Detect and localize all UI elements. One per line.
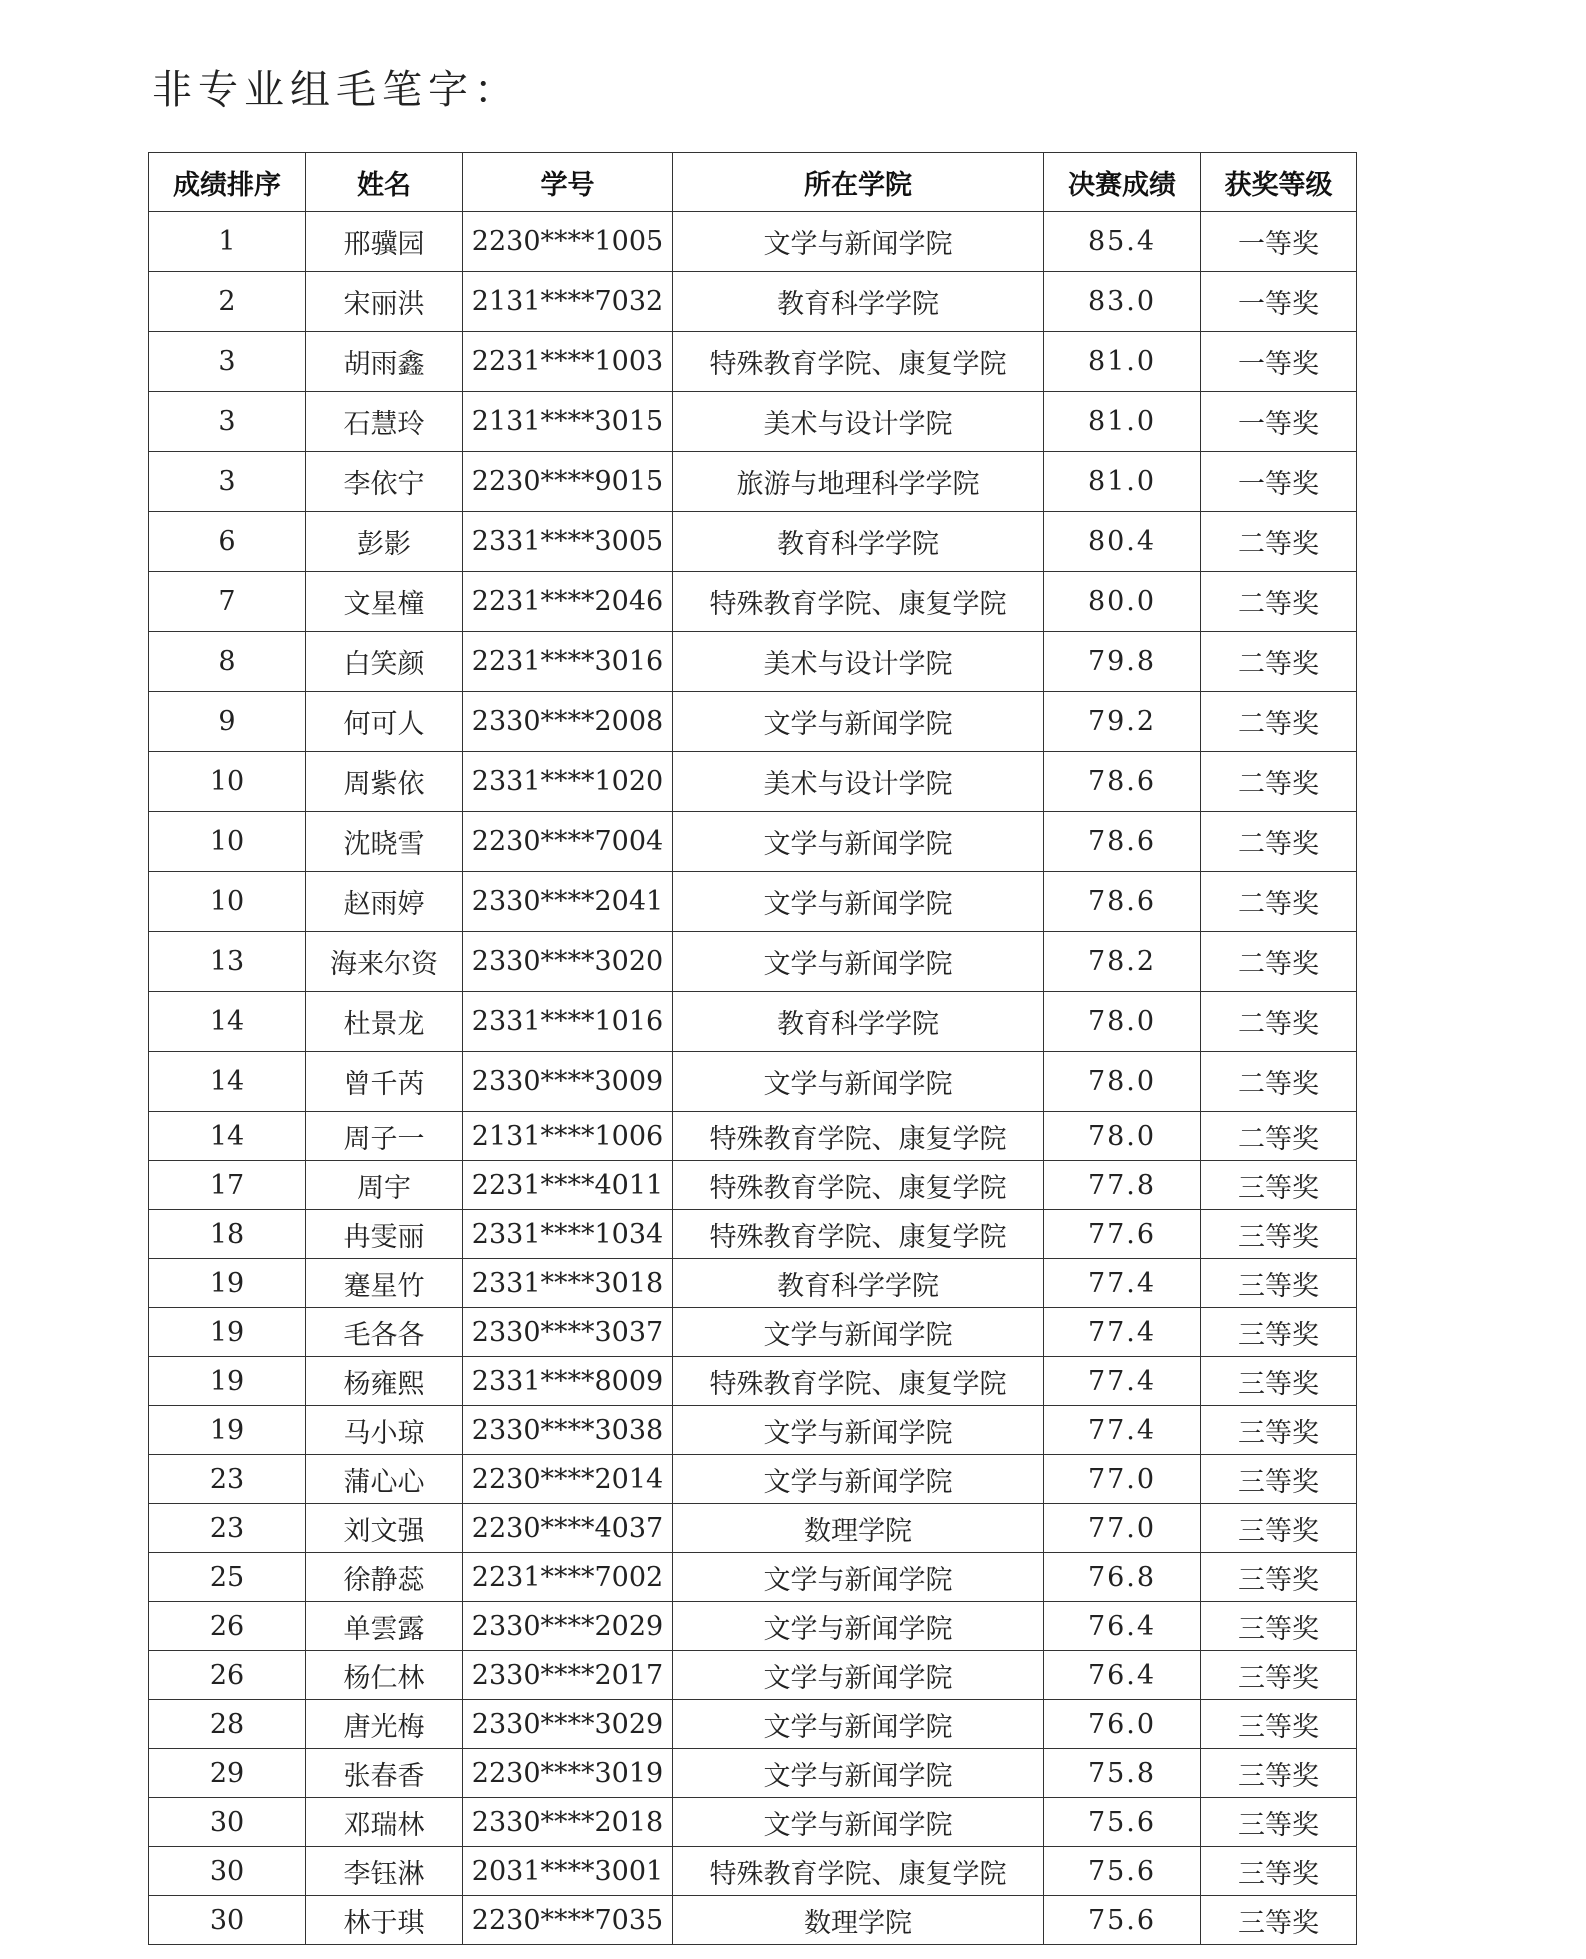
cell-final-score: 78.6 [1044,872,1201,932]
cell-award-level: 一等奖 [1201,332,1357,392]
cell-student-id: 2330****3020 [463,932,673,992]
cell-final-score: 79.2 [1044,692,1201,752]
cell-award-level: 三等奖 [1201,1896,1357,1945]
table-row [149,452,1357,512]
cell-rank: 30 [149,1896,306,1945]
cell-name: 沈晓雪 [306,812,463,872]
cell-college: 文学与新闻学院 [673,1798,1044,1847]
cell-name: 彭影 [306,512,463,572]
cell-rank: 13 [149,932,306,992]
cell-student-id: 2231****4011 [463,1161,673,1210]
cell-college: 文学与新闻学院 [673,692,1044,752]
cell-rank: 9 [149,692,306,752]
cell-final-score: 77.6 [1044,1210,1201,1259]
cell-name: 白笑颜 [306,632,463,692]
table-row [149,992,1357,1052]
cell-college: 特殊教育学院、康复学院 [673,332,1044,392]
cell-student-id: 2231****7002 [463,1553,673,1602]
cell-award-level: 三等奖 [1201,1602,1357,1651]
cell-rank: 19 [149,1259,306,1308]
cell-rank: 25 [149,1553,306,1602]
cell-final-score: 81.0 [1044,452,1201,512]
table-row [149,392,1357,452]
cell-college: 特殊教育学院、康复学院 [673,572,1044,632]
table-row [149,1798,1357,1847]
cell-rank: 10 [149,872,306,932]
cell-student-id: 2231****1003 [463,332,673,392]
table-row [149,1455,1357,1504]
cell-final-score: 75.6 [1044,1896,1201,1945]
cell-college: 特殊教育学院、康复学院 [673,1161,1044,1210]
cell-rank: 14 [149,1112,306,1161]
cell-college: 特殊教育学院、康复学院 [673,1112,1044,1161]
cell-college: 数理学院 [673,1896,1044,1945]
table-row [149,1308,1357,1357]
cell-award-level: 二等奖 [1201,1112,1357,1161]
cell-rank: 8 [149,632,306,692]
cell-name: 文星橦 [306,572,463,632]
cell-name: 赵雨婷 [306,872,463,932]
table-row [149,1406,1357,1455]
cell-final-score: 77.8 [1044,1161,1201,1210]
cell-final-score: 80.4 [1044,512,1201,572]
table-row [149,1896,1357,1945]
table-row [149,212,1357,272]
table-row [149,1651,1357,1700]
cell-student-id: 2230****9015 [463,452,673,512]
cell-student-id: 2330****2041 [463,872,673,932]
cell-student-id: 2230****7035 [463,1896,673,1945]
table-row [149,332,1357,392]
cell-final-score: 85.4 [1044,212,1201,272]
cell-name: 胡雨鑫 [306,332,463,392]
cell-college: 文学与新闻学院 [673,1553,1044,1602]
cell-final-score: 77.0 [1044,1504,1201,1553]
cell-college: 文学与新闻学院 [673,1602,1044,1651]
cell-student-id: 2131****7032 [463,272,673,332]
table-row [149,632,1357,692]
cell-award-level: 三等奖 [1201,1406,1357,1455]
cell-college: 教育科学学院 [673,512,1044,572]
cell-college: 特殊教育学院、康复学院 [673,1210,1044,1259]
cell-final-score: 78.0 [1044,992,1201,1052]
cell-rank: 30 [149,1847,306,1896]
cell-name: 蒲心心 [306,1455,463,1504]
cell-award-level: 二等奖 [1201,872,1357,932]
cell-college: 文学与新闻学院 [673,872,1044,932]
cell-name: 刘文强 [306,1504,463,1553]
cell-award-level: 三等奖 [1201,1798,1357,1847]
cell-rank: 3 [149,392,306,452]
cell-award-level: 三等奖 [1201,1700,1357,1749]
cell-student-id: 2230****2014 [463,1455,673,1504]
cell-college: 文学与新闻学院 [673,1455,1044,1504]
cell-award-level: 三等奖 [1201,1210,1357,1259]
cell-final-score: 80.0 [1044,572,1201,632]
cell-name: 李依宁 [306,452,463,512]
cell-award-level: 三等奖 [1201,1749,1357,1798]
cell-rank: 14 [149,992,306,1052]
cell-final-score: 76.0 [1044,1700,1201,1749]
cell-award-level: 二等奖 [1201,932,1357,992]
cell-final-score: 75.6 [1044,1798,1201,1847]
cell-award-level: 二等奖 [1201,512,1357,572]
cell-award-level: 二等奖 [1201,812,1357,872]
cell-rank: 26 [149,1651,306,1700]
cell-final-score: 78.6 [1044,812,1201,872]
cell-rank: 2 [149,272,306,332]
cell-award-level: 三等奖 [1201,1357,1357,1406]
cell-rank: 29 [149,1749,306,1798]
cell-award-level: 二等奖 [1201,632,1357,692]
cell-name: 杜景龙 [306,992,463,1052]
cell-rank: 18 [149,1210,306,1259]
header-college: 所在学院 [673,153,1044,212]
cell-student-id: 2331****1020 [463,752,673,812]
cell-college: 教育科学学院 [673,992,1044,1052]
header-award-level: 获奖等级 [1201,153,1357,212]
cell-college: 特殊教育学院、康复学院 [673,1847,1044,1896]
table-row [149,1847,1357,1896]
page-title: 非专业组毛笔字： [152,67,520,113]
cell-college: 数理学院 [673,1504,1044,1553]
cell-student-id: 2231****2046 [463,572,673,632]
cell-rank: 19 [149,1357,306,1406]
cell-college: 文学与新闻学院 [673,1308,1044,1357]
cell-rank: 1 [149,212,306,272]
cell-student-id: 2330****2018 [463,1798,673,1847]
table-row [149,692,1357,752]
cell-rank: 14 [149,1052,306,1112]
cell-college: 旅游与地理科学学院 [673,452,1044,512]
cell-rank: 6 [149,512,306,572]
cell-award-level: 三等奖 [1201,1308,1357,1357]
cell-name: 邓瑞林 [306,1798,463,1847]
cell-student-id: 2131****3015 [463,392,673,452]
cell-rank: 19 [149,1308,306,1357]
cell-rank: 10 [149,752,306,812]
cell-final-score: 76.4 [1044,1651,1201,1700]
cell-rank: 23 [149,1504,306,1553]
cell-name: 何可人 [306,692,463,752]
cell-name: 徐静蕊 [306,1553,463,1602]
cell-name: 曾千芮 [306,1052,463,1112]
cell-final-score: 75.8 [1044,1749,1201,1798]
table-row [149,1749,1357,1798]
cell-award-level: 二等奖 [1201,1052,1357,1112]
cell-rank: 30 [149,1798,306,1847]
cell-name: 蹇星竹 [306,1259,463,1308]
cell-name: 杨雍熙 [306,1357,463,1406]
cell-award-level: 三等奖 [1201,1504,1357,1553]
table-row [149,1553,1357,1602]
cell-award-level: 二等奖 [1201,992,1357,1052]
cell-student-id: 2331****1016 [463,992,673,1052]
header-final-score: 决赛成绩 [1044,153,1201,212]
cell-name: 林于琪 [306,1896,463,1945]
cell-final-score: 81.0 [1044,332,1201,392]
cell-student-id: 2131****1006 [463,1112,673,1161]
cell-college: 文学与新闻学院 [673,212,1044,272]
cell-final-score: 77.4 [1044,1406,1201,1455]
cell-college: 文学与新闻学院 [673,1406,1044,1455]
cell-student-id: 2330****3009 [463,1052,673,1112]
cell-college: 特殊教育学院、康复学院 [673,1357,1044,1406]
cell-rank: 28 [149,1700,306,1749]
cell-name: 海来尔资 [306,932,463,992]
cell-student-id: 2230****7004 [463,812,673,872]
table-row [149,572,1357,632]
table-row [149,1259,1357,1308]
cell-rank: 19 [149,1406,306,1455]
cell-student-id: 2331****3018 [463,1259,673,1308]
cell-student-id: 2230****1005 [463,212,673,272]
table-row [149,1210,1357,1259]
cell-name: 单雲露 [306,1602,463,1651]
cell-award-level: 一等奖 [1201,272,1357,332]
table-row [149,1052,1357,1112]
cell-student-id: 2331****3005 [463,512,673,572]
cell-rank: 23 [149,1455,306,1504]
cell-college: 美术与设计学院 [673,752,1044,812]
cell-name: 冉雯丽 [306,1210,463,1259]
cell-student-id: 2230****3019 [463,1749,673,1798]
table-row [149,272,1357,332]
cell-final-score: 77.4 [1044,1259,1201,1308]
cell-college: 教育科学学院 [673,272,1044,332]
cell-final-score: 76.4 [1044,1602,1201,1651]
cell-final-score: 75.6 [1044,1847,1201,1896]
cell-student-id: 2331****1034 [463,1210,673,1259]
cell-name: 唐光梅 [306,1700,463,1749]
cell-college: 美术与设计学院 [673,632,1044,692]
cell-final-score: 79.8 [1044,632,1201,692]
cell-award-level: 二等奖 [1201,572,1357,632]
cell-award-level: 三等奖 [1201,1553,1357,1602]
cell-college: 文学与新闻学院 [673,1651,1044,1700]
cell-final-score: 76.8 [1044,1553,1201,1602]
cell-award-level: 三等奖 [1201,1651,1357,1700]
cell-rank: 3 [149,332,306,392]
table-row [149,932,1357,992]
table-row [149,1357,1357,1406]
cell-name: 杨仁林 [306,1651,463,1700]
table-row [149,1602,1357,1651]
cell-student-id: 2031****3001 [463,1847,673,1896]
cell-college: 文学与新闻学院 [673,1700,1044,1749]
table-row [149,872,1357,932]
cell-student-id: 2330****2017 [463,1651,673,1700]
cell-college: 文学与新闻学院 [673,1052,1044,1112]
table-row [149,752,1357,812]
table-header-row [149,153,1357,212]
cell-name: 周紫依 [306,752,463,812]
cell-name: 马小琼 [306,1406,463,1455]
cell-final-score: 78.0 [1044,1112,1201,1161]
cell-student-id: 2330****2029 [463,1602,673,1651]
table-row [149,1504,1357,1553]
cell-college: 教育科学学院 [673,1259,1044,1308]
cell-name: 张春香 [306,1749,463,1798]
cell-college: 文学与新闻学院 [673,1749,1044,1798]
cell-final-score: 83.0 [1044,272,1201,332]
table-row [149,512,1357,572]
cell-rank: 3 [149,452,306,512]
cell-name: 邢骥园 [306,212,463,272]
cell-name: 李钰淋 [306,1847,463,1896]
table-row [149,812,1357,872]
cell-award-level: 一等奖 [1201,452,1357,512]
cell-student-id: 2330****2008 [463,692,673,752]
cell-name: 毛各各 [306,1308,463,1357]
cell-award-level: 一等奖 [1201,392,1357,452]
cell-final-score: 81.0 [1044,392,1201,452]
results-table [148,152,1357,1945]
cell-student-id: 2230****4037 [463,1504,673,1553]
cell-student-id: 2330****3029 [463,1700,673,1749]
cell-final-score: 77.4 [1044,1357,1201,1406]
cell-final-score: 78.0 [1044,1052,1201,1112]
cell-rank: 26 [149,1602,306,1651]
table-row [149,1700,1357,1749]
cell-award-level: 三等奖 [1201,1259,1357,1308]
cell-name: 周子一 [306,1112,463,1161]
header-name: 姓名 [306,153,463,212]
cell-rank: 17 [149,1161,306,1210]
cell-college: 文学与新闻学院 [673,932,1044,992]
header-student-id: 学号 [463,153,673,212]
cell-award-level: 一等奖 [1201,212,1357,272]
cell-rank: 7 [149,572,306,632]
cell-rank: 10 [149,812,306,872]
cell-student-id: 2330****3037 [463,1308,673,1357]
cell-award-level: 三等奖 [1201,1161,1357,1210]
table-body [149,212,1357,1945]
cell-college: 文学与新闻学院 [673,812,1044,872]
header-rank: 成绩排序 [149,153,306,212]
cell-award-level: 二等奖 [1201,752,1357,812]
cell-award-level: 三等奖 [1201,1847,1357,1896]
table-row [149,1112,1357,1161]
cell-award-level: 二等奖 [1201,692,1357,752]
cell-student-id: 2331****8009 [463,1357,673,1406]
cell-final-score: 78.2 [1044,932,1201,992]
cell-final-score: 77.4 [1044,1308,1201,1357]
cell-student-id: 2231****3016 [463,632,673,692]
table-row [149,1161,1357,1210]
cell-college: 美术与设计学院 [673,392,1044,452]
cell-final-score: 77.0 [1044,1455,1201,1504]
cell-final-score: 78.6 [1044,752,1201,812]
cell-award-level: 三等奖 [1201,1455,1357,1504]
cell-student-id: 2330****3038 [463,1406,673,1455]
cell-name: 宋丽洪 [306,272,463,332]
cell-name: 周宇 [306,1161,463,1210]
cell-name: 石慧玲 [306,392,463,452]
